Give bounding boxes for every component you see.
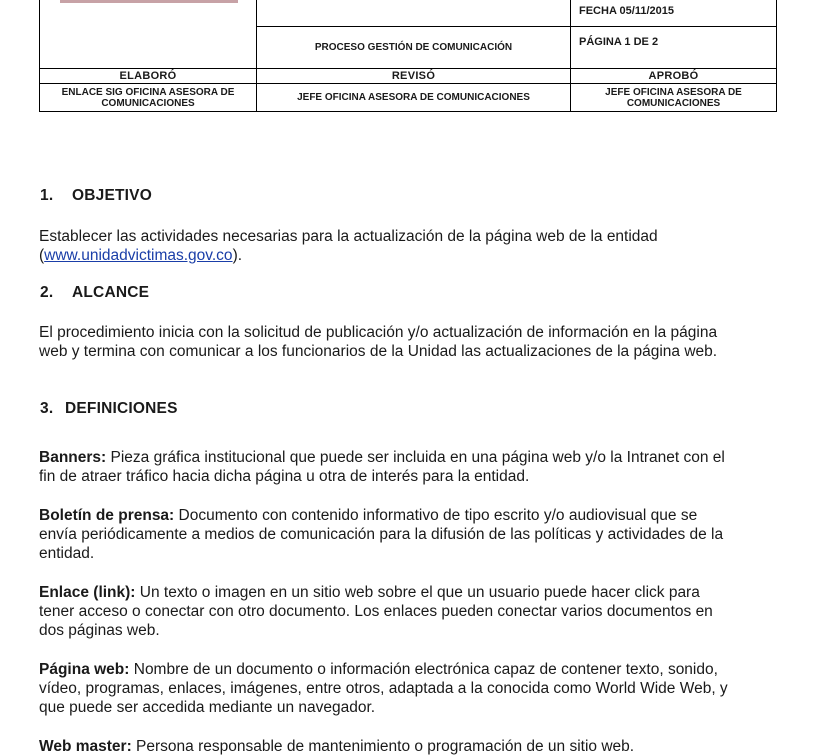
section-heading-alcance <box>40 284 149 302</box>
definition-term: Enlace (link): <box>39 584 136 601</box>
section-number: 2. <box>40 284 54 301</box>
header-table <box>39 0 777 112</box>
definition-item <box>39 506 739 564</box>
col-reviso: REVISÓ <box>257 69 571 84</box>
section-title: DEFINICIONES <box>65 400 178 417</box>
definition-text: Un texto o imagen en un sitio web sobre el que un usuario puede hacer click para tener acceso o conectar con otro documento. Los enlaces pueden conectar varios documentos en dos páginas web. <box>39 584 713 640</box>
section-number: 1. <box>40 187 54 204</box>
section-heading-objetivo <box>40 187 152 205</box>
objetivo-text: Establecer las actividades necesarias para la actualización de la página web de la entidad ( <box>39 228 658 265</box>
definition-item <box>39 583 739 641</box>
col-aprobo: APROBÓ <box>571 69 777 84</box>
definition-term: Banners: <box>39 449 107 466</box>
section-title: ALCANCE <box>72 284 150 301</box>
aprobo-name: JEFE OFICINA ASESORA DE COMUNICACIONES <box>571 84 777 112</box>
definition-term: Página web: <box>39 661 130 678</box>
logo-graphic <box>60 0 238 3</box>
page-label: PÁGINA 1 DE 2 <box>579 36 659 48</box>
objetivo-text-end: ). <box>232 247 243 265</box>
logo-cell <box>40 0 257 69</box>
process-title: PROCESO GESTIÓN DE COMUNICACIÓN <box>257 27 571 69</box>
header-blank-cell <box>257 0 571 27</box>
section-number: 3. <box>40 400 54 417</box>
reviso-name: JEFE OFICINA ASESORA DE COMUNICACIONES <box>257 84 571 112</box>
section-heading-definiciones <box>40 400 178 418</box>
col-elaboro: ELABORÓ <box>40 69 257 84</box>
definition-text: Documento con contenido informativo de tipo escrito y/o audiovisual que se envía periódicamente a medios de comunicación para la difusión de las políticas y actividades de la entidad. <box>39 507 724 563</box>
alcance-paragraph: El procedimiento inicia con la solicitud de publicación y/o actualización de información en la página web y termina con comunicar a los funcionarios de la Unidad las actualizaciones de la página web. <box>39 324 718 361</box>
page-cell <box>571 27 777 69</box>
definition-item <box>39 737 739 756</box>
date-cell <box>571 0 777 27</box>
website-link[interactable]: www.unidadvictimas.gov.co <box>44 247 233 265</box>
section-title: OBJETIVO <box>72 187 152 204</box>
objetivo-paragraph <box>39 227 739 265</box>
elaboro-name: ENLACE SIG OFICINA ASESORA DE COMUNICACIONES <box>40 84 257 112</box>
definition-item <box>39 660 739 718</box>
document-header <box>39 0 776 109</box>
definition-text: Persona responsable de mantenimiento o programación de un sitio web. <box>131 738 635 755</box>
definition-term: Web master: <box>39 738 132 755</box>
definition-text: Pieza gráfica institucional que puede ser incluida en una página web y/o la Intranet con el fin de atraer tráfico hacia dicha página u otra de interés para la entidad. <box>39 449 725 486</box>
definition-item <box>39 448 739 486</box>
definition-term: Boletín de prensa: <box>39 507 175 524</box>
date-label: FECHA 05/11/2015 <box>579 5 674 17</box>
definition-text: Nombre de un documento o información electrónica capaz de contener texto, sonido, vídeo, programas, enlaces, imágenes, entre otros, adaptada a la conocida como World Wide Web, y que puede ser accedida mediante un navegador. <box>39 661 728 717</box>
